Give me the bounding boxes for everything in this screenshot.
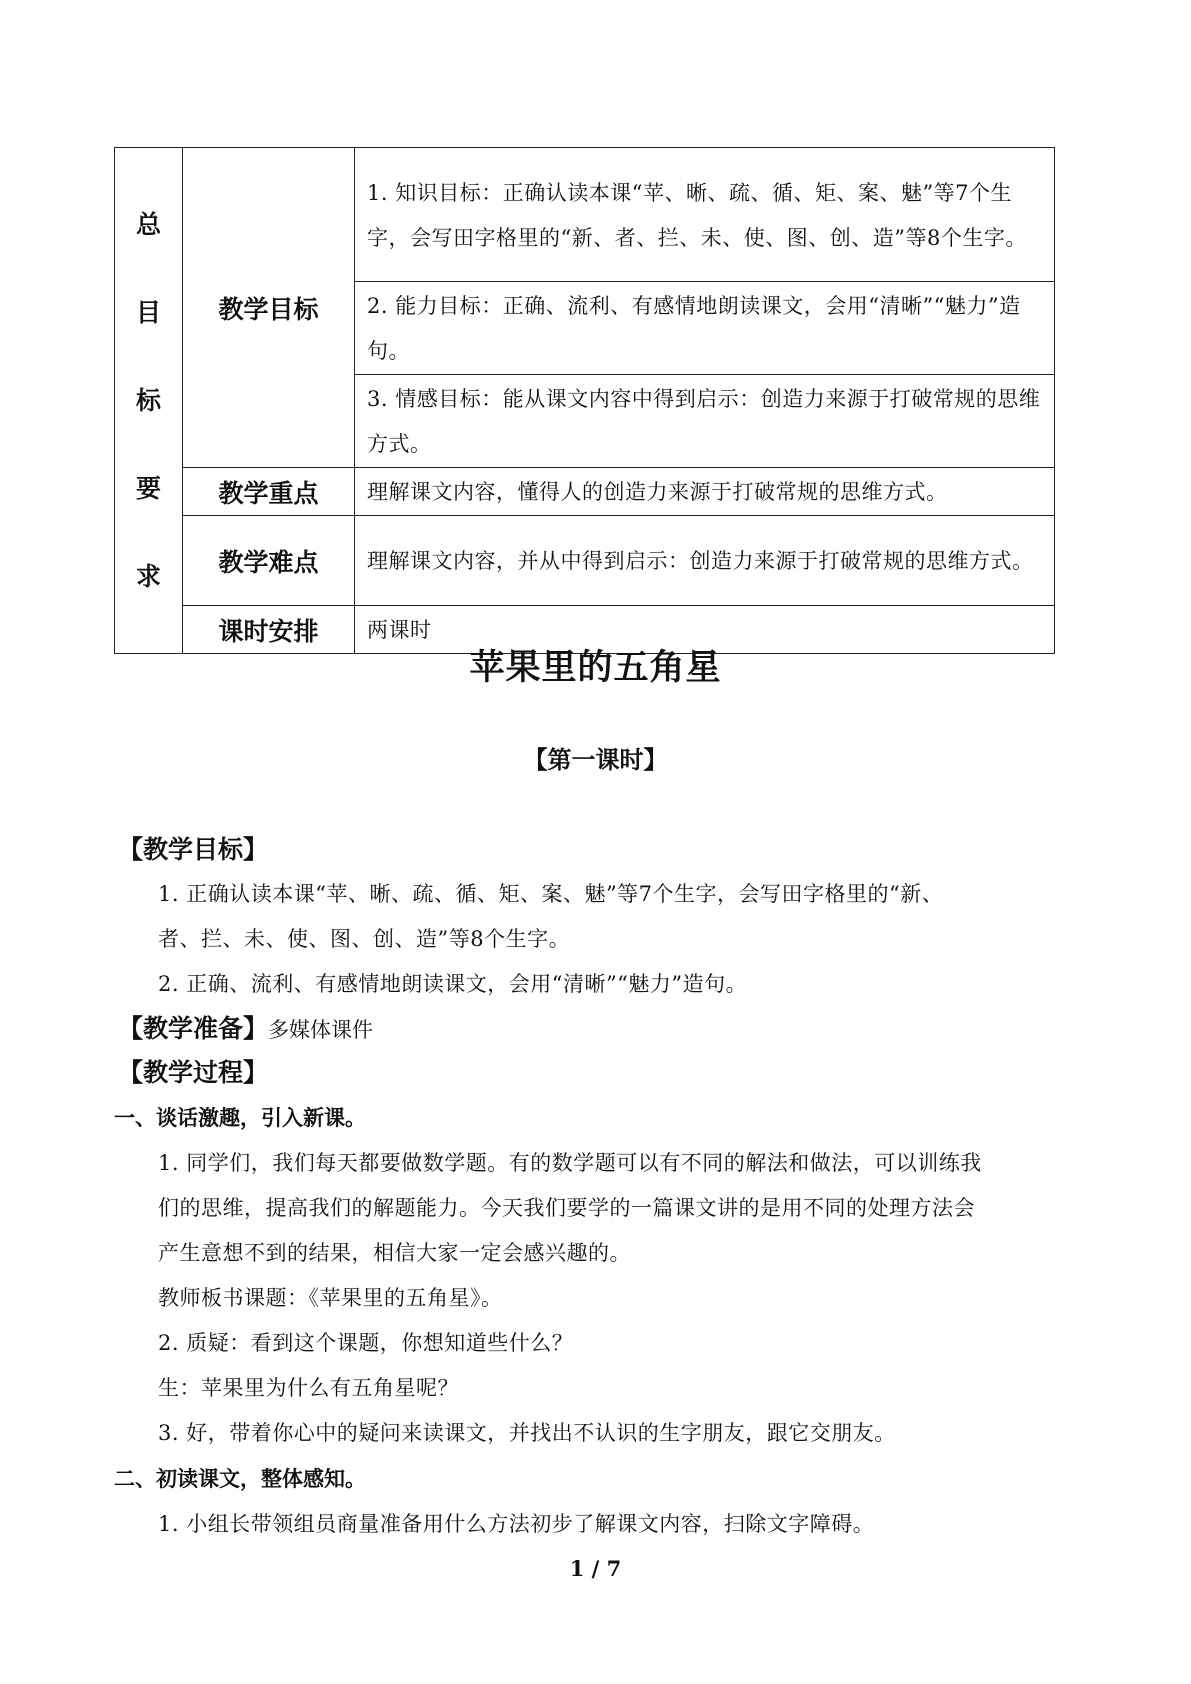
goal-emotion: 3. 情感目标：能从课文内容中得到启示：创造力来源于打破常规的思维方式。 bbox=[355, 375, 1055, 468]
side-char-3: 标 bbox=[135, 385, 161, 415]
prep-text: 多媒体课件 bbox=[268, 1018, 374, 1042]
goals-heading: 【教学目标】 bbox=[118, 835, 269, 864]
section-1-line-4: 教师板书课题：《苹果里的五角星》。 bbox=[158, 1286, 503, 1310]
prep-heading-row bbox=[118, 1007, 1084, 1051]
schedule-text: 两课时 bbox=[355, 606, 1055, 654]
lesson-body bbox=[114, 828, 1084, 1547]
side-char-2: 目 bbox=[135, 297, 161, 327]
section-2-line-1: 1. 小组长带领组员商量准备用什么方法初步了解课文内容，扫除文字障碍。 bbox=[158, 1512, 875, 1536]
key-point-text: 理解课文内容，懂得人的创造力来源于打破常规的思维方式。 bbox=[355, 468, 1055, 516]
section-1-line-2: 们的思维，提高我们的解题能力。今天我们要学的一篇课文讲的是用不同的处理方法会 bbox=[158, 1196, 975, 1220]
overall-goals-label bbox=[115, 148, 183, 654]
section-1-title: 一、谈话激趣，引入新课。 bbox=[114, 1105, 366, 1130]
teaching-goals-label: 教学目标 bbox=[183, 148, 355, 468]
goal-knowledge: 1. 知识目标：正确认读本课“苹、晰、疏、循、矩、案、魅”等7个生字，会写田字格里的“新、者、拦、未、使、图、创、造”等8个生字。 bbox=[355, 148, 1055, 282]
difficulty-text: 理解课文内容，并从中得到启示：创造力来源于打破常规的思维方式。 bbox=[355, 516, 1055, 606]
side-char-5: 求 bbox=[135, 561, 161, 591]
section-1-line-7: 3. 好，带着你心中的疑问来读课文，并找出不认识的生字朋友，跟它交朋友。 bbox=[158, 1421, 896, 1445]
goals-line-3: 2. 正确、流利、有感情地朗读课文，会用“清晰”“魅力”造句。 bbox=[158, 972, 748, 996]
schedule-label: 课时安排 bbox=[183, 606, 355, 654]
prep-heading: 【教学准备】 bbox=[118, 1014, 269, 1043]
section-1-line-1: 1. 同学们，我们每天都要做数学题。有的数学题可以有不同的解法和做法，可以训练我 bbox=[158, 1151, 982, 1175]
section-1-line-3: 产生意想不到的结果，相信大家一定会感兴趣的。 bbox=[158, 1241, 631, 1265]
goals-line-2: 者、拦、未、使、图、创、造”等8个生字。 bbox=[158, 927, 571, 951]
section-2-title: 二、初读课文，整体感知。 bbox=[114, 1466, 366, 1491]
side-char-4: 要 bbox=[135, 473, 161, 503]
key-point-label: 教学重点 bbox=[183, 468, 355, 516]
goal-ability: 2. 能力目标：正确、流利、有感情地朗读课文，会用“清晰”“魅力”造句。 bbox=[355, 282, 1055, 375]
lesson-subtitle: 【第一课时】 bbox=[523, 746, 668, 774]
difficulty-label: 教学难点 bbox=[183, 516, 355, 606]
goals-line-1: 1. 正确认读本课“苹、晰、疏、循、矩、案、魅”等7个生字，会写田字格里的“新、 bbox=[158, 882, 944, 906]
side-char-1: 总 bbox=[135, 209, 161, 239]
overall-goals-table bbox=[114, 147, 1055, 654]
section-1-line-5: 2. 质疑：看到这个课题，你想知道些什么？ bbox=[158, 1331, 574, 1355]
lesson-title: 苹果里的五角星 bbox=[469, 648, 722, 688]
process-heading: 【教学过程】 bbox=[118, 1058, 269, 1087]
page-number: 1 / 7 bbox=[569, 1556, 622, 1581]
section-1-line-6: 生：苹果里为什么有五角星呢？ bbox=[158, 1376, 459, 1400]
